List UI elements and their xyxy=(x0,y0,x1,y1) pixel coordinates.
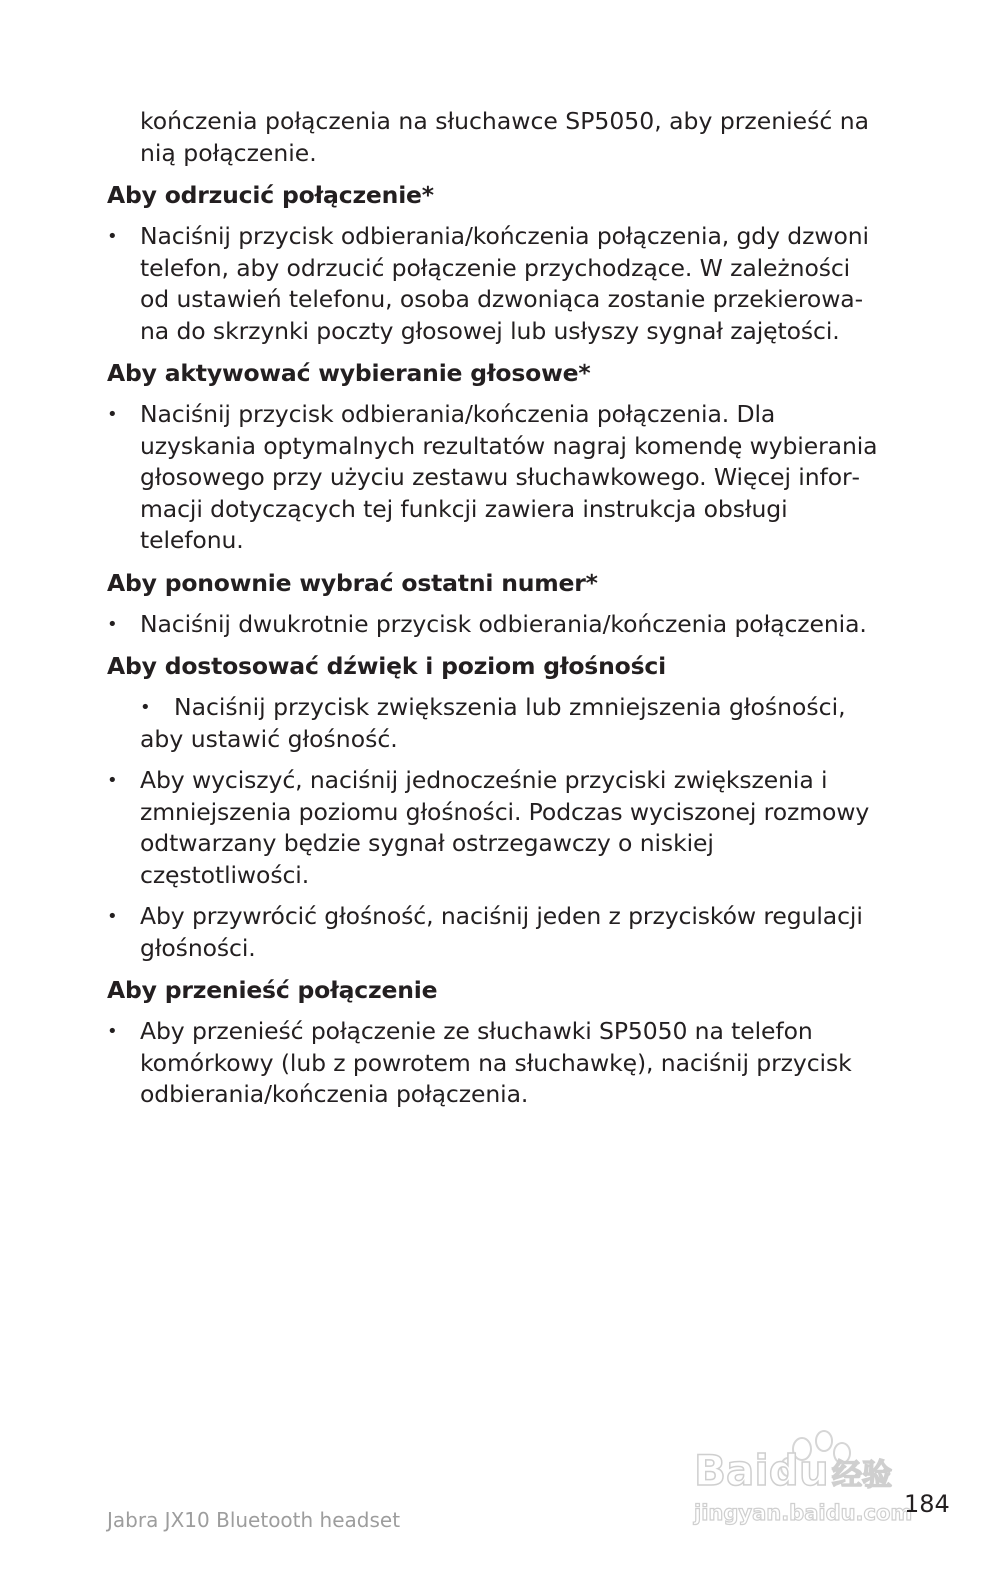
bullet-icon: • xyxy=(107,770,118,791)
list-item-text: Naciśnij przycisk odbierania/kończenia połączenia, gdy dzwoni telefon, aby odrzucić połączenie przychodzące. W zależności od ustawień telefonu, osoba dzwoniąca zostanie przekierowana do skrzynki poczty głosowej lub usłyszy sygnał zajętości. xyxy=(140,222,869,345)
list-item-text: Aby przywrócić głośność, naciśnij jeden z przycisków regulacji głośności. xyxy=(140,902,863,962)
bullet-icon: • xyxy=(107,226,118,247)
list-item-nested xyxy=(107,692,882,755)
list-item xyxy=(107,221,882,347)
bullet-icon: • xyxy=(107,613,118,635)
intro-paragraph: kończenia połączenia na słuchawce SP5050, aby przenieść na nią połączenie. xyxy=(140,107,870,167)
list-item-text: Naciśnij przycisk odbierania/kończenia połączenia. Dla uzyskania optymalnych rezultatów nagraj komendę wybierania głosowego przy użyciu zestawu słuchawkowego. Więcej informacji dotyczących tej funkcji zawiera instrukcja obsługi telefonu. xyxy=(140,400,878,554)
list-item xyxy=(107,399,882,557)
list-item xyxy=(107,765,882,891)
list-item xyxy=(107,609,882,641)
list-item-text: Naciśnij dwukrotnie przycisk odbierania/kończenia połączenia. xyxy=(140,609,867,638)
list-item-text: Aby wyciszyć, naciśnij jednocześnie przyciski zwiększenia i zmniejszenia poziomu głośności. Podczas wyciszonej rozmowy odtwarzany będzie sygnał ostrzegawczy o niskiej częstotliwości. xyxy=(140,766,870,889)
bullet-icon: • xyxy=(107,1021,118,1042)
page-content xyxy=(107,106,882,1111)
list-item-text: aby ustawić głośność. xyxy=(140,724,398,753)
heading-reject-call: Aby odrzucić połączenie* xyxy=(107,181,434,209)
watermark-url: jingyan.baidu.com xyxy=(694,1501,913,1525)
heading-voice-dial: Aby aktywować wybieranie głosowe* xyxy=(107,359,591,387)
bullet-icon: • xyxy=(140,697,151,718)
bullet-icon: • xyxy=(107,906,118,927)
list-item xyxy=(107,1016,882,1111)
watermark-brand: Baidu xyxy=(694,1446,829,1495)
heading-volume: Aby dostosować dźwięk i poziom głośności xyxy=(107,652,666,680)
baidu-watermark xyxy=(692,1425,914,1530)
watermark-brand-cn: 经验 xyxy=(832,1458,892,1493)
page-number: 184 xyxy=(904,1490,950,1518)
heading-redial: Aby ponownie wybrać ostatni numer* xyxy=(107,568,598,597)
list-item-text: Naciśnij przycisk zwiększenia lub zmniejszenia głośności, xyxy=(174,693,846,721)
list-item-text: Aby przenieść połączenie ze słuchawki SP5050 na telefon komórkowy (lub z powrotem na słuchawkę), naciśnij przycisk odbierania/kończenia połączenia. xyxy=(140,1017,852,1108)
footer-product-name: Jabra JX10 Bluetooth headset xyxy=(107,1508,401,1532)
list-item xyxy=(107,901,882,964)
heading-transfer-call: Aby przenieść połączenie xyxy=(107,976,438,1004)
bullet-icon: • xyxy=(107,404,118,425)
